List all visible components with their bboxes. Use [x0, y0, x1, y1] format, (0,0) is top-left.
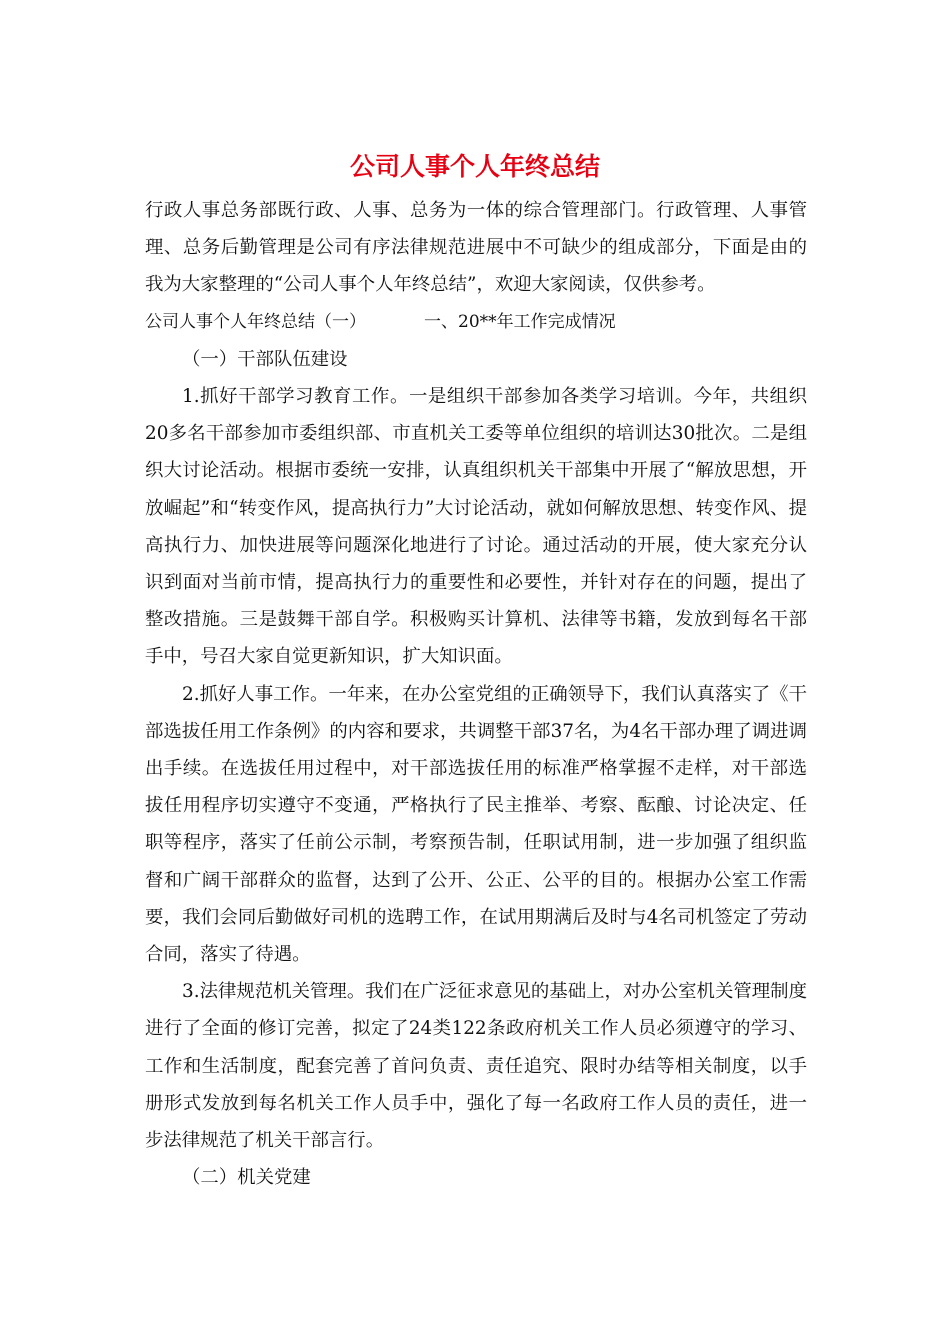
subtitle-part-1: 公司人事个人年终总结（一） [145, 311, 366, 332]
section-2-heading: （二）机关党建 [182, 1167, 311, 1189]
subtitle-line [145, 304, 807, 341]
intro-paragraph: 行政人事总务部既行政、人事、总务为一体的综合管理部门。行政管理、人事管理、总务后勤管理是公司有序法律规范进展中不可缺少的组成部分，下面是由的我为大家整理的“公司人事个人年终总结”，欢迎大家阅读，仅供参考。 [145, 200, 807, 296]
document-body [145, 192, 807, 1196]
item-3-paragraph: 3.法律规范机关管理。我们在广泛征求意见的基础上，对办公室机关管理制度进行了全面的修订完善，拟定了24类122条政府机关工作人员必须遵守的学习、工作和生活制度，配套完善了首问负责、责任追究、限时办结等相关制度，以手册形式发放到每名机关工作人员手中，强化了每一名政府工作人员的责任，进一步法律规范了机关干部言行。 [145, 981, 807, 1152]
item-2-paragraph: 2.抓好人事工作。一年来，在办公室党组的正确领导下，我们认真落实了《干部选拔任用工作条例》的内容和要求，共调整干部37名，为4名干部办理了调进调出手续。在选拔任用过程中，对干部选拔任用的标准严格掌握不走样，对干部选拔任用程序切实遵守不变通，严格执行了民主推举、考察、酝酿、讨论决定、任职等程序，落实了任前公示制，考察预告制，任职试用制，进一步加强了组织监督和广阔干部群众的监督，达到了公开、公正、公平的目的。根据办公室工作需要，我们会同后勤做好司机的选聘工作，在试用期满后及时与4名司机签定了劳动合同，落实了待遇。 [145, 683, 807, 966]
document-title: 公司人事个人年终总结 [349, 152, 600, 181]
item-1-paragraph: 1.抓好干部学习教育工作。一是组织干部参加各类学习培训。今年，共组织20多名干部参加市委组织部、市直机关工委等单位组织的培训达30批次。二是组织大讨论活动。根据市委统一安排，认真组织机关干部集中开展了“解放思想，开放崛起”和“转变作风，提高执行力”大讨论活动，就如何解放思想、转变作风、提高执行力、加快进展等问题深化地进行了讨论。通过活动的开展，使大家充分认识到面对当前市情，提高执行力的重要性和必要性，并针对存在的问题，提出了整改措施。三是鼓舞干部自学。积极购买计算机、法律等书籍，发放到每名干部手中，号召大家自觉更新知识，扩大知识面。 [145, 386, 807, 668]
subtitle-part-2: 一、20**年工作完成情况 [424, 311, 616, 332]
section-1-heading: （一）干部队伍建设 [182, 348, 348, 370]
